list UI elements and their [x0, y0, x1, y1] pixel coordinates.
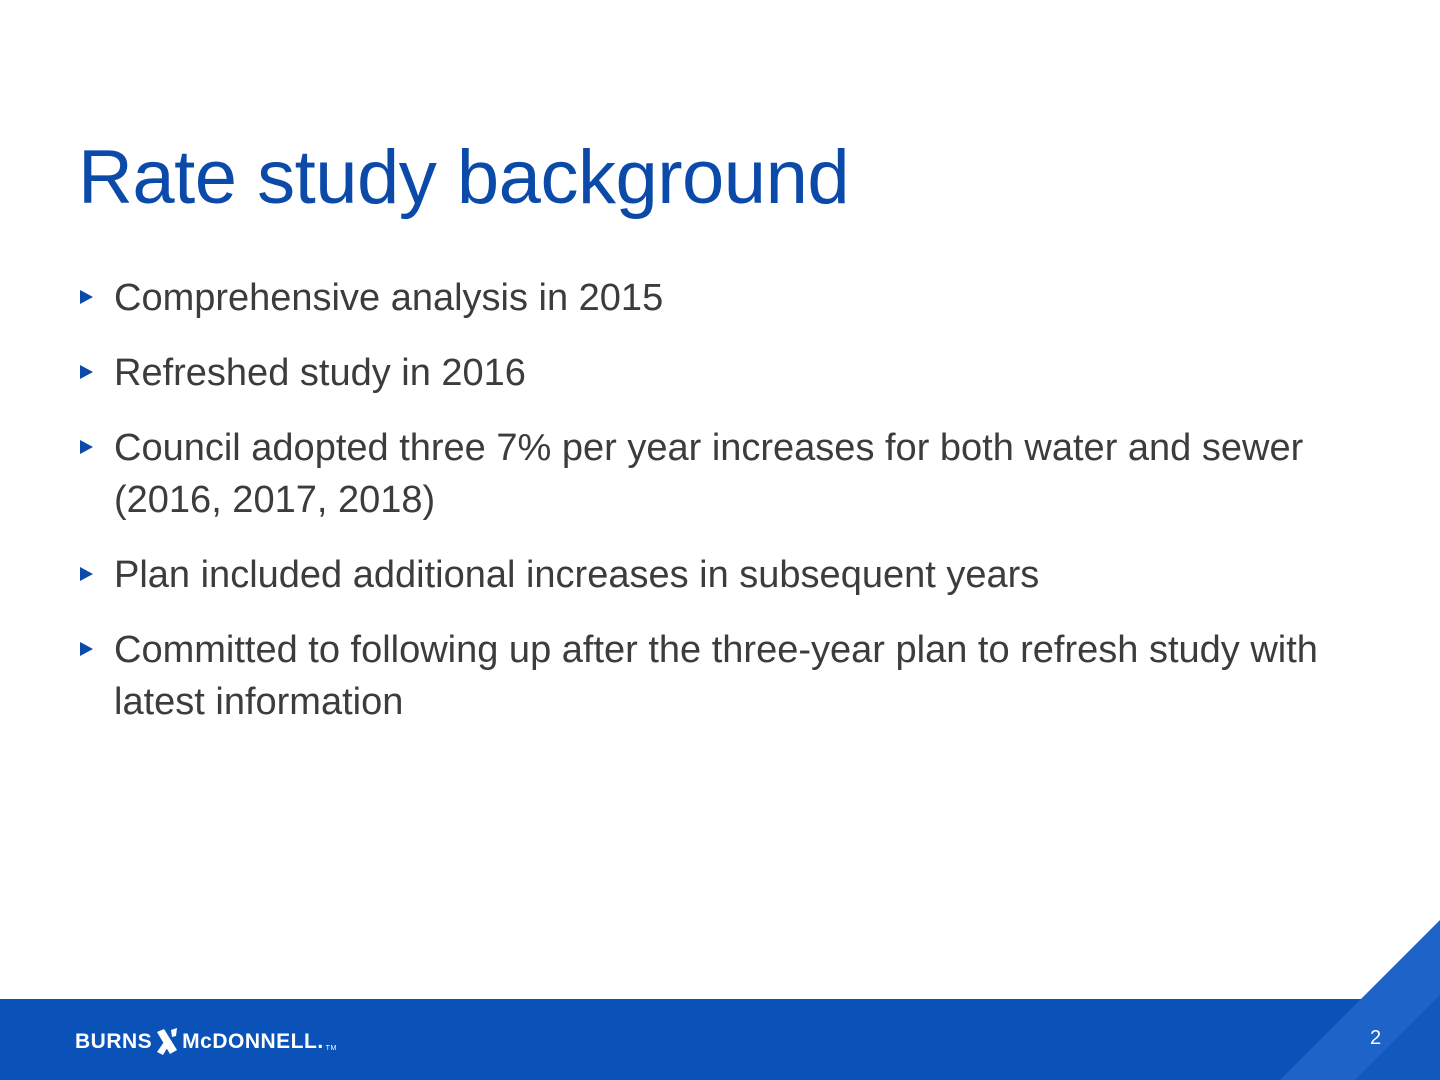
- corner-accent-triangle: [1280, 920, 1440, 1080]
- triangle-right-icon: [80, 642, 93, 656]
- bullet-text: Plan included additional increases in subsequent years: [114, 554, 1040, 596]
- bullet-text: Committed to following up after the three-year plan to refresh study with latest information: [114, 629, 1318, 723]
- page-number: 2: [1370, 1027, 1382, 1049]
- slide-title: Rate study background: [78, 135, 850, 220]
- bullet-text: Comprehensive analysis in 2015: [114, 277, 664, 319]
- bullet-list: [80, 272, 1330, 728]
- bullet-item: [80, 549, 1330, 601]
- bullet-item: [80, 624, 1330, 728]
- company-logo: [75, 1022, 337, 1062]
- logo-text-left: BURNS: [75, 1030, 153, 1053]
- bullet-item: [80, 347, 1330, 399]
- logo-text-right: McDONNELL.: [182, 1030, 324, 1053]
- ampersand-mark-icon: [154, 1026, 180, 1058]
- bullet-item: [80, 422, 1330, 526]
- bullet-item: [80, 272, 1330, 324]
- triangle-right-icon: [80, 567, 93, 581]
- bullet-text: Council adopted three 7% per year increases for both water and sewer (2016, 2017, 2018): [114, 427, 1304, 521]
- triangle-right-icon: [80, 290, 93, 304]
- triangle-right-icon: [80, 365, 93, 379]
- bullet-text: Refreshed study in 2016: [114, 352, 526, 394]
- logo-trademark: TM: [325, 1045, 337, 1052]
- triangle-right-icon: [80, 440, 93, 454]
